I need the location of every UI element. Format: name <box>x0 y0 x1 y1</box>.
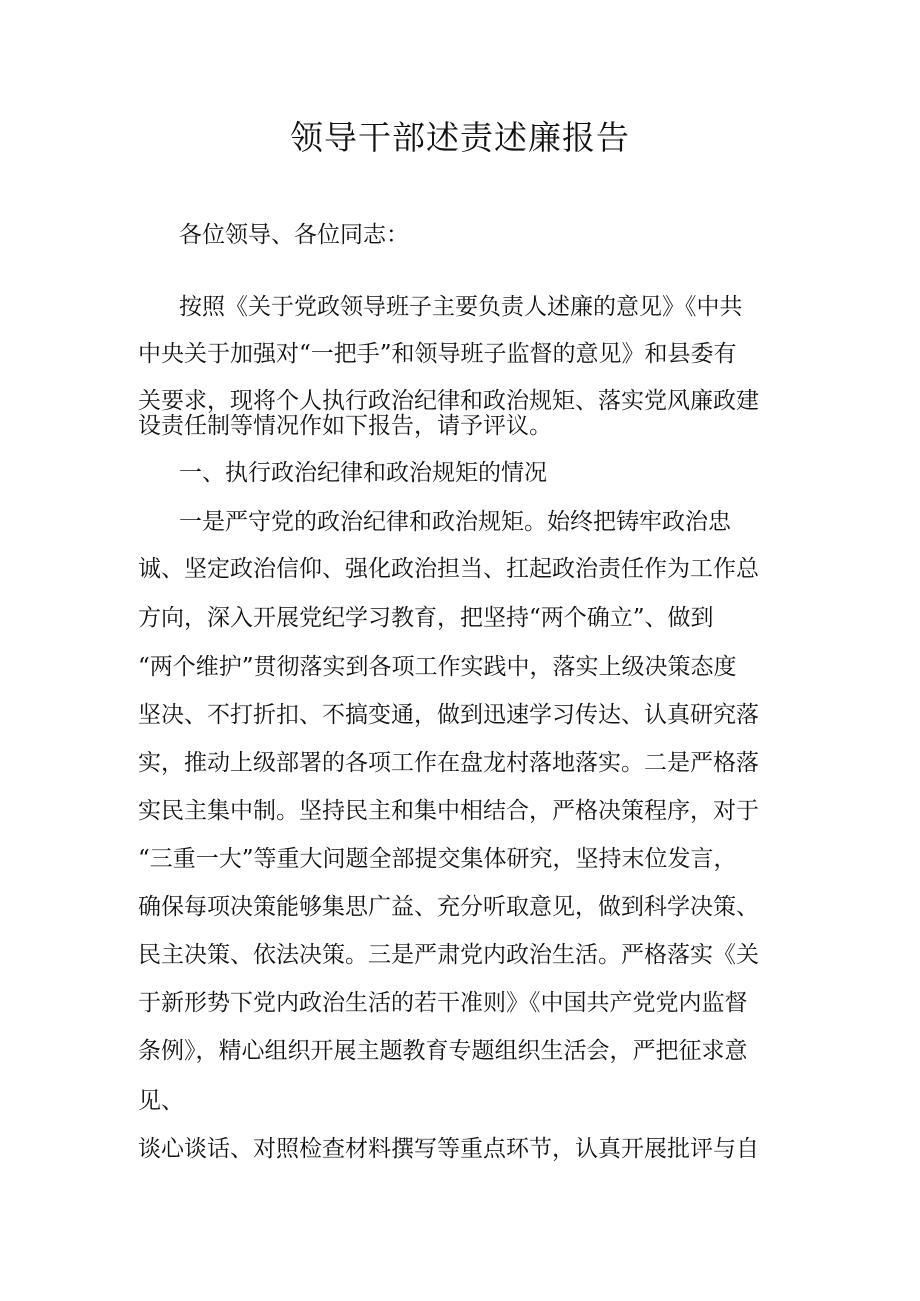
paragraph-line: 坚决、不打折扣、不搞变通，做到迅速学习传达、认真研究落 <box>138 702 759 728</box>
paragraph-line: 一是严守党的政治纪律和政治规矩。始终把铸牢政治忠 <box>179 509 731 535</box>
paragraph-line: “两个维护”贯彻落实到各项工作实践中，落实上级决策态度 <box>138 654 737 680</box>
paragraph-line: 中央关于加强对“一把手”和领导班子监督的意见》和县委有 <box>138 341 737 367</box>
paragraph-line: 谈心谈话、对照检查材料撰写等重点环节，认真开展批评与自 <box>138 1136 759 1162</box>
salutation: 各位领导、各位同志： <box>179 222 409 248</box>
paragraph-line: 民主决策、依法决策。三是严肃党内政治生活。严格落实《关 <box>138 942 759 968</box>
paragraph-line: 于新形势下党内政治生活的若干准则》《中国共产党党内监督 <box>138 990 748 1016</box>
paragraph-line: 关要求，现将个人执行政治纪律和政治规矩、落实党风廉政建 <box>138 388 759 414</box>
section-heading: 一、执行政治纪律和政治规矩的情况 <box>179 460 547 486</box>
paragraph-line: 诚、坚定政治信仰、强化政治担当、扛起政治责任作为工作总 <box>138 556 759 582</box>
paragraph-line: 按照《关于党政领导班子主要负责人述廉的意见》《中共 <box>179 294 743 320</box>
paragraph-line: 方向，深入开展党纪学习教育，把坚持“两个确立”、做到 <box>138 605 714 631</box>
document-title: 领导干部述责述廉报告 <box>290 118 630 157</box>
paragraph-line: 确保每项决策能够集思广益、充分听取意见，做到科学决策、 <box>138 894 759 920</box>
paragraph-line: 实民主集中制。坚持民主和集中相结合，严格决策程序，对于 <box>138 798 759 824</box>
paragraph-line: 设责任制等情况作如下报告，请予评议。 <box>138 413 552 439</box>
paragraph-line: 见、 <box>138 1088 184 1114</box>
paragraph-line: “三重一大”等重大问题全部提交集体研究，坚持末位发言， <box>138 846 737 872</box>
paragraph-line: 实，推动上级部署的各项工作在盘龙村落地落实。二是严格落 <box>138 750 759 776</box>
paragraph-line: 条例》，精心组织开展主题教育专题组织生活会，严把征求意 <box>138 1038 748 1064</box>
